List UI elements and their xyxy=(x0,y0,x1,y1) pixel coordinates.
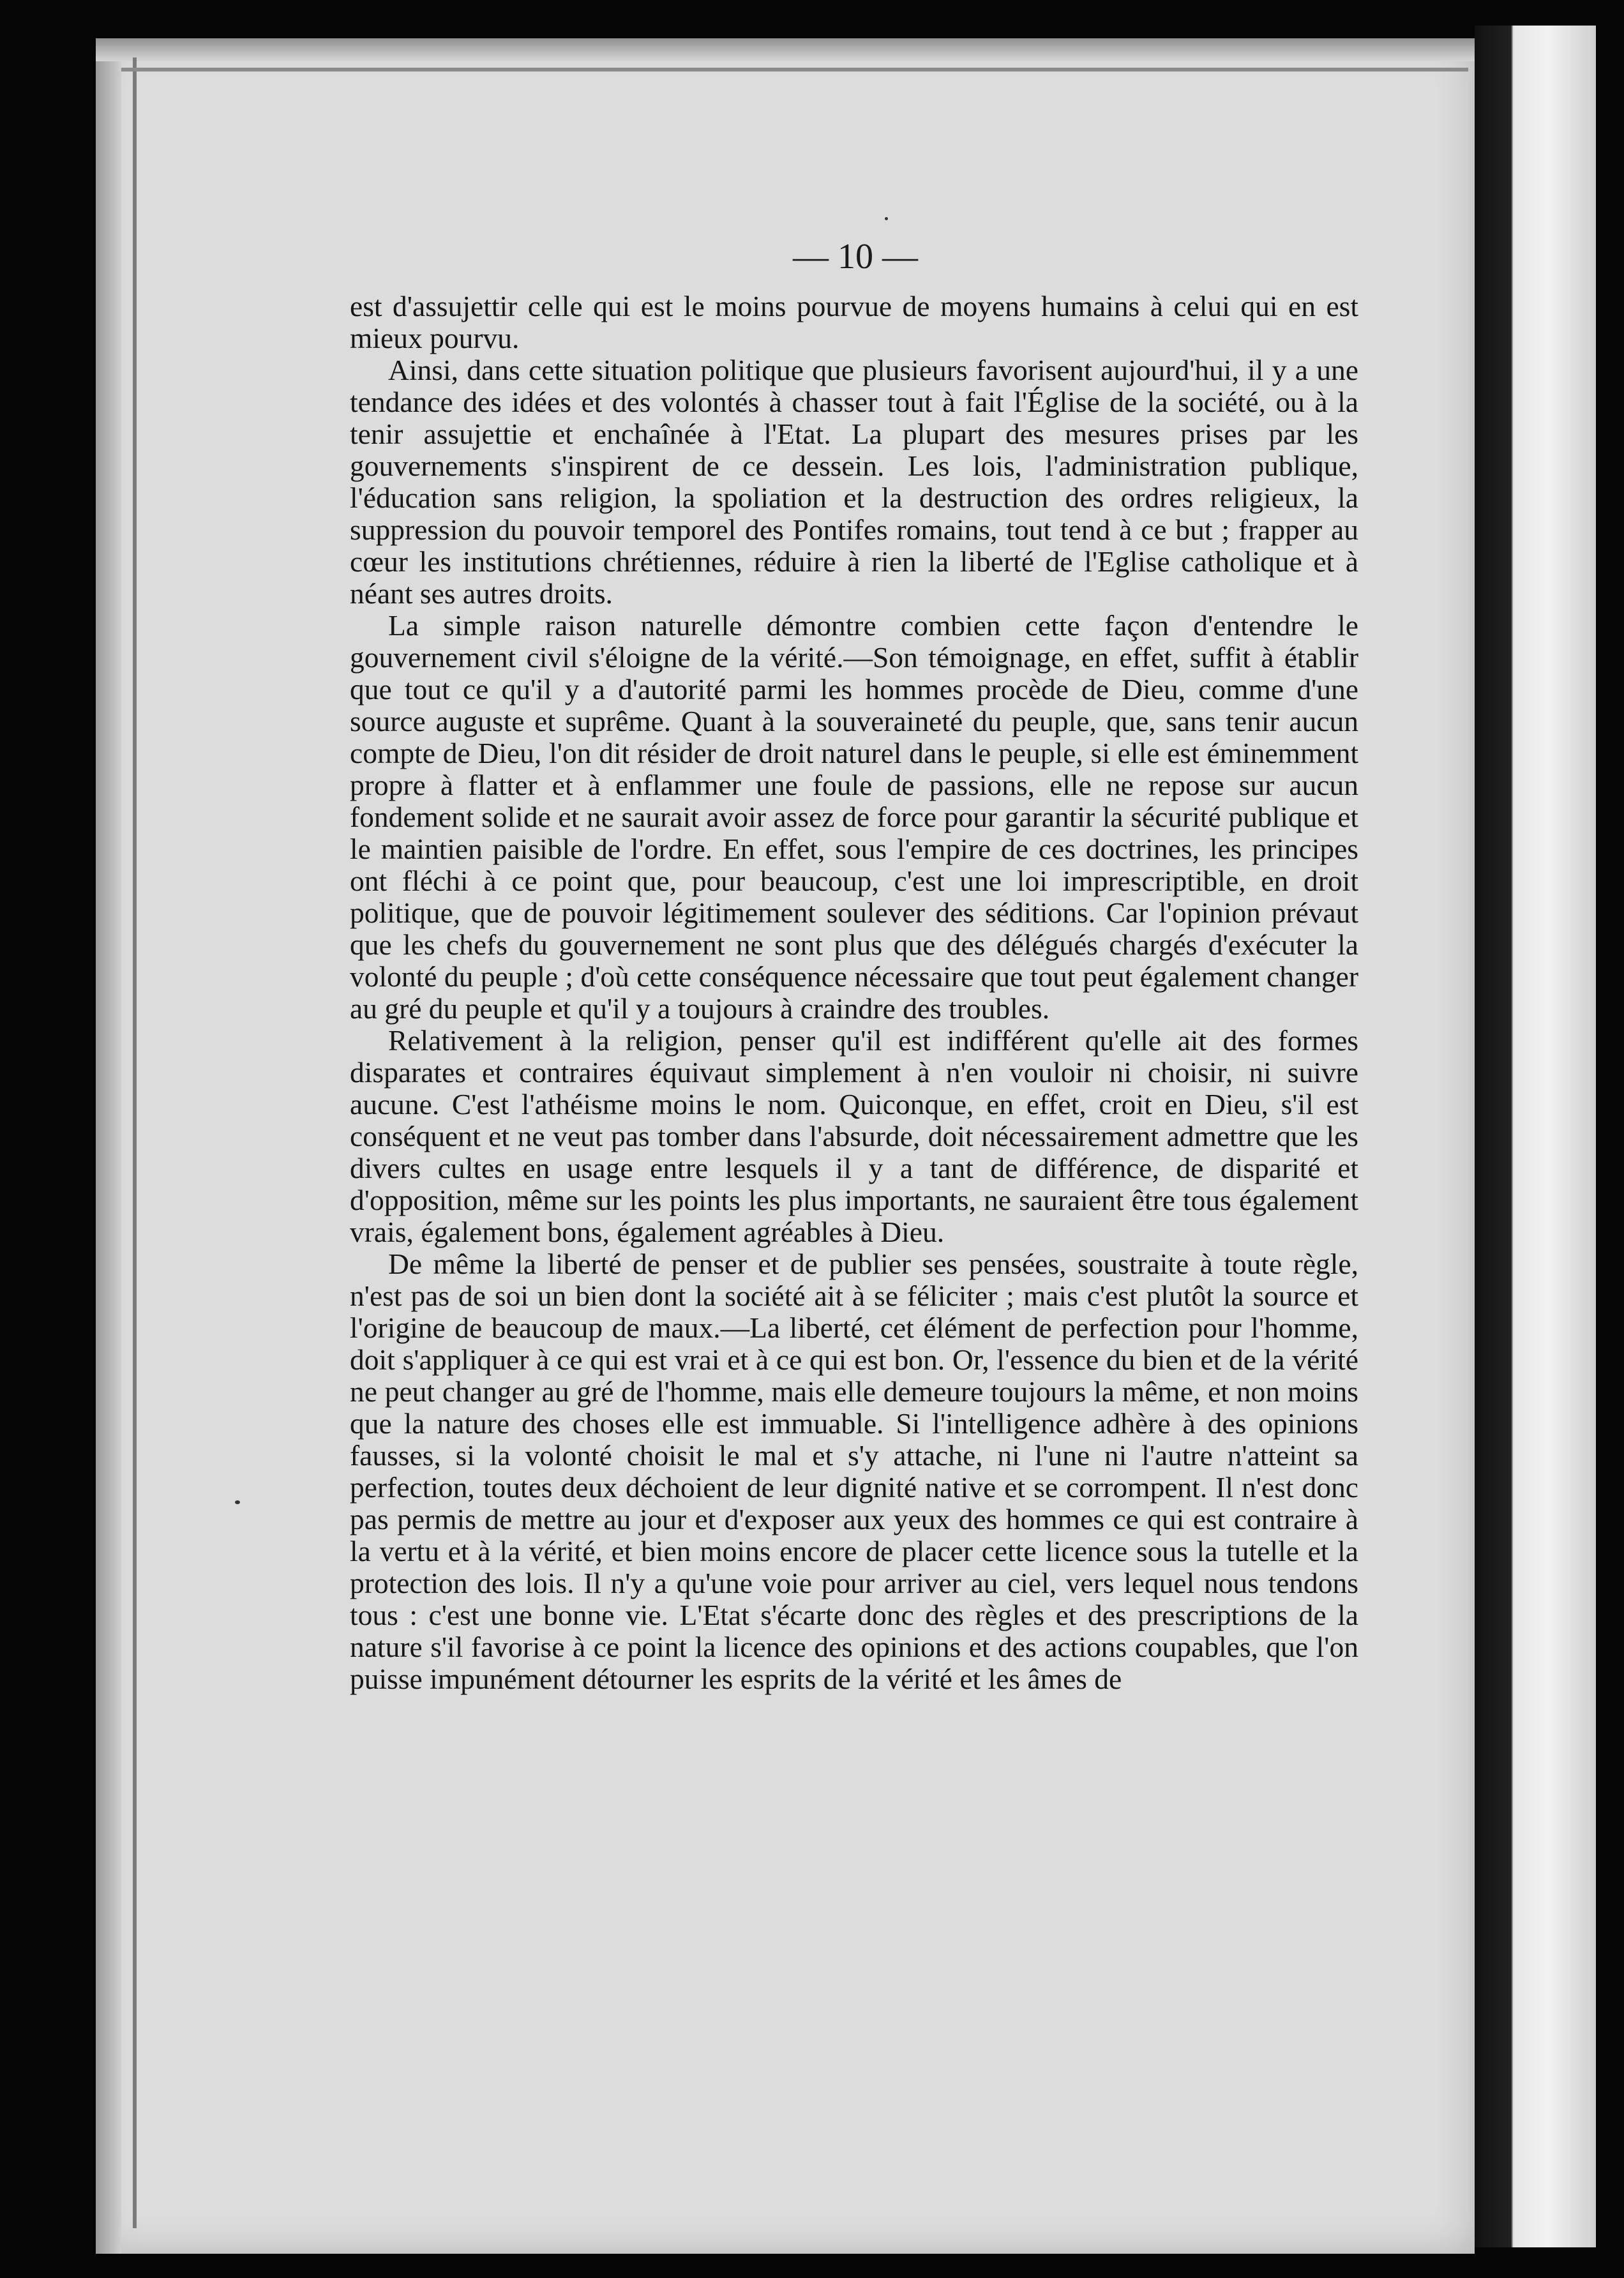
page-edge-left xyxy=(96,38,121,2254)
paragraph-2: Ainsi, dans cette situation politique que plusieurs favorisent aujourd'hui, il y a une tendance des idées et des volontés à chasser tout à fait l'Église de la société, ou à la tenir assujettie et enchaînée à l'Etat. La plupart des mesures prises par les gouvernements s'inspirent de ce dessein. Les lois, l'administration publique, l'éducation sans religion, la spoliation et la destruction des ordres religieux, la suppression du pouvoir temporel des Pontifes romains, tout tend à ce but ; frapper au cœur les institutions chrétiennes, réduire à rien la liberté de l'Eglise catholique et à néant ses autres droits. xyxy=(350,354,1358,610)
page-number: — 10 — xyxy=(793,237,918,276)
paragraph-1: est d'assujettir celle qui est le moins pourvue de moyens humains à celui qui en est mieux pourvu. xyxy=(350,290,1358,354)
scan-speck xyxy=(235,1500,240,1504)
page-border-left xyxy=(133,57,137,2228)
paragraph-5: De même la liberté de penser et de publier ses pensées, soustraite à toute règle, n'est pas de soi un bien dont la société ait à se féliciter ; mais c'est plutôt la source et l'origine de beaucoup de maux.—La liberté, cet élément de perfection pour l'homme, doit s'appliquer à ce qui est vrai et à ce qui est bon. Or, l'essence du bien et de la vérité ne peut changer au gré de l'homme, mais elle demeure toujours la même, et non moins que la nature des choses elle est immuable. Si l'intelligence adhère à des opinions fausses, si la volonté choisit le mal et s'y attache, ni l'une ni l'autre n'atteint sa perfection, toutes deux déchoient de leur dignité native et se corrompent. Il n'est donc pas permis de mettre au jour et d'exposer aux yeux des hommes ce qui est contraire à la vertu et à la vérité, et bien moins encore de placer cette licence sous la tutelle et la protection des lois. Il n'y a qu'une voie pour arriver au ciel, vers lequel nous tendons tous : c'est une bonne vie. L'Etat s'écarte donc des règles et des prescriptions de la nature s'il favorise à ce point la licence des opinions et des actions coupables, que l'on puisse impunément détourner les esprits de la vérité et les âmes de xyxy=(350,1248,1358,1695)
scan-speck xyxy=(885,217,888,220)
paragraph-4: Relativement à la religion, penser qu'il est indifférent qu'elle ait des formes disparates et contraires équivaut simplement à n'en vouloir ni choisir, ni suivre aucune. C'est l'athéisme moins le nom. Quiconque, en effet, croit en Dieu, s'il est conséquent et ne veut pas tomber dans l'absurde, doit nécessairement admettre que les divers cultes en usage entre lesquels il y a tant de différence, de disparité et d'opposition, même sur les points les plus importants, ne sauraient être tous également vrais, également bons, également agréables à Dieu. xyxy=(350,1024,1358,1248)
page-border-top xyxy=(121,68,1468,72)
book-spine-edge xyxy=(1475,26,1596,2247)
body-text xyxy=(350,290,1358,1695)
paragraph-3: La simple raison naturelle démontre combien cette façon d'entendre le gouvernement civil s'éloigne de la vérité.—Son témoignage, en effet, suffit à établir que tout ce qu'il y a d'autorité parmi les hommes procède de Dieu, comme d'une source auguste et suprême. Quant à la souveraineté du peuple, que, sans tenir aucun compte de Dieu, l'on dit résider de droit naturel dans le peuple, si elle est éminemment propre à flatter et à enflammer une foule de passions, elle ne repose sur aucun fondement solide et ne saurait avoir assez de force pour garantir la sécurité publique et le maintien paisible de l'ordre. En effet, sous l'empire de ces doctrines, les principes ont fléchi à ce point que, pour beaucoup, c'est une loi imprescriptible, en droit politique, que de pouvoir légitimement soulever des séditions. Car l'opinion prévaut que les chefs du gouvernement ne sont plus que des délégués chargés d'exécuter la volonté du peuple ; d'où cette conséquence nécessaire que tout peut également changer au gré du peuple et qu'il y a toujours à craindre des troubles. xyxy=(350,609,1358,1025)
page-edge-top xyxy=(96,38,1475,61)
